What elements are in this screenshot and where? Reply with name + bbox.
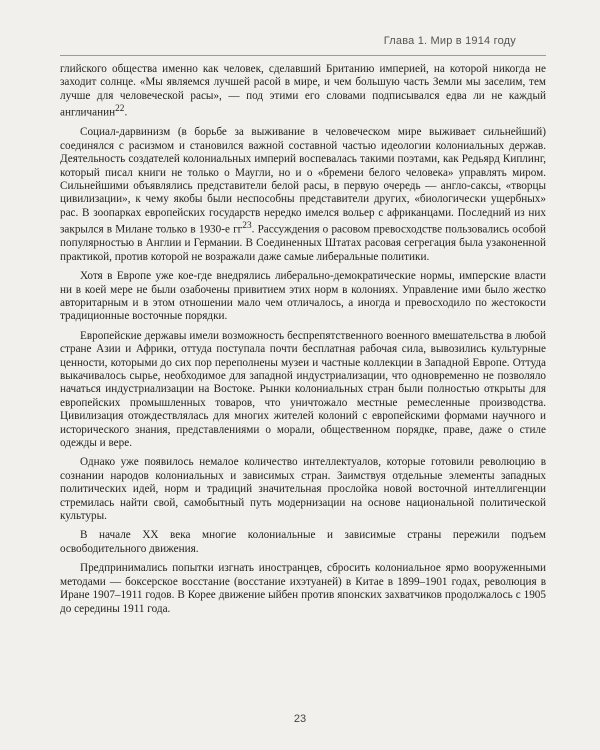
- paragraph: [60, 126, 546, 264]
- paragraph-tail: .: [124, 106, 128, 119]
- paragraph: [60, 330, 546, 451]
- paragraph: [60, 562, 546, 616]
- paragraph: [60, 529, 546, 556]
- paragraph-text: Социал-дарвинизм (в борьбе за выживание в человеческом мире выживает сильнейший) соединялся с расизмом и становился важной составной частью идеологии колониальных держав. Деятельность создателей колониальных империй воспевалась такими поэтами, как Редьярд Киплинг, который писал книги не только о Маугли, но и о «бремени белого человека» управлять миром. Сильнейшими объявлялись представители белой расы, в первую очередь — англо-саксы, «творцы цивилизации», к чему якобы были неспособны представители других, «биологически ущербных» рас. В зоопарках европейских государств нередко имелся вольер с африканцами. Последний из них закрылся в Милане только в 1930-е гг: [60, 126, 546, 236]
- header-rule: [60, 55, 546, 56]
- paragraph-text: Европейские державы имели возможность беспрепятственного военного вмешательства в любой стране Азии и Африки, оттуда поступала почти бесплатная рабочая сила, вывозились культурные ценности, которыми до сих пор переполнены музеи и частные коллекции в Западной Европе. Оттуда выкачивалось сырье, необходимое для западной индустриализации, что одновременно не позволяло начаться индустриализации на Востоке. Рынки колониальных стран были полностью открыты для европейских промышленных товаров, что уничтожало местные ремесленные производства. Цивилизация отождествлялась для многих жителей колоний с европейскими формами научного и исторического знания, представлениями о морали, общественном порядке, праве, даже о стиле одежды и вере.: [60, 329, 546, 450]
- paragraph-text: В начале XX века многие колониальные и зависимые страны пережили подъем освободительного движения.: [60, 529, 546, 555]
- body-text: [60, 63, 546, 622]
- paragraph-tail: . Рассуждения о расовом превосходстве пользовались особой популярностью в Англии и Германии. В Соединенных Штатах расовая сегрегация была узаконенной практикой, против которой не возражали даже самые либеральные политики.: [60, 223, 546, 263]
- paragraph-text: Однако уже появилось немалое количество интеллектуалов, которые готовили революцию в сознании народов колониальных и зависимых стран. Заимствуя отдельные элементы западных политических идей, норм и традиций значительная прослойка новой восточной интеллигенции стремилась найти свой, самобытный путь модернизации на основе национальной политической культуры.: [60, 456, 546, 523]
- paragraph-text: Хотя в Европе уже кое-где внедрялись либерально-демократические нормы, имперские власти ни в коей мере не были озабочены привитием этих норм в колониях. Управление ими было жестко авторитарным и в этом отношении мало чем отличалось, а иногда и превосходило по жестокости традиционные восточные порядки.: [60, 270, 546, 323]
- paragraph: [60, 270, 546, 324]
- page-number: 23: [293, 713, 307, 725]
- paragraph-text: Предпринимались попытки изгнать иностранцев, сбросить колониальное ярмо вооруженными методами — боксерское восстание (восстание ихэтуаней) в Китае в 1899–1901 годах, революция в Иране 1907–1911 годов. В Корее движение ыйбен против японских захватчиков продолжалось с 1905 до середины 1911 года.: [60, 562, 546, 615]
- paragraph: [60, 63, 546, 120]
- paragraph: [60, 456, 546, 523]
- running-head: Глава 1. Мир в 1914 году: [383, 35, 516, 47]
- paragraph-text: глийского общества именно как человек, сделавший Британию империей, на которой никогда не заходит солнце. «Мы являемся лучшей расой в мире, и чем большую часть Земли мы заселим, тем лучше для человеческой расы», — под этими его словами подписывался едва ли не каждый англичанин: [60, 63, 546, 119]
- footnote-ref: 22: [115, 104, 125, 115]
- footnote-ref: 23: [242, 221, 252, 232]
